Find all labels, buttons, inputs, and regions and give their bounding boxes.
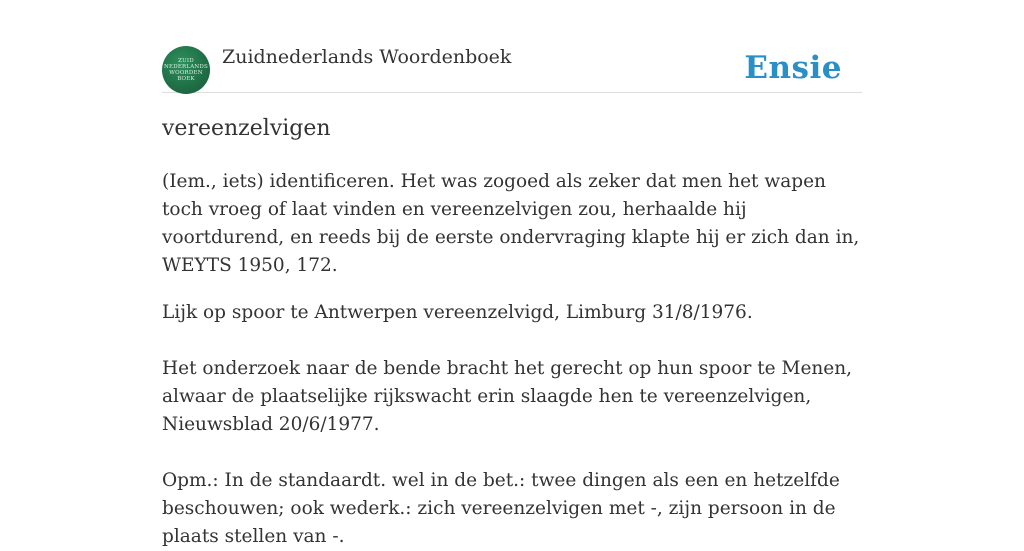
logo-line: ZUID (178, 58, 194, 64)
definition-paragraph: (Iem., iets) identificeren. Het was zogoed als zeker dat men het wapen toch vroeg of laat vinden en vereenzelvigen zou, herhaalde hij voortdurend, en reeds bij de eerste ondervraging klapte hij er zich dan in, WEYTS 1950, 172. (162, 171, 860, 276)
site-name-link[interactable]: Zuidnederlands Woordenboek (222, 46, 512, 68)
site-header (162, 44, 862, 93)
example-paragraph: Lijk op spoor te Antwerpen vereenzelvigd, Limburg 31/8/1976. (162, 302, 753, 323)
example-paragraph: Het onderzoek naar de bende bracht het gerecht op hun spoor te Menen, alwaar de plaatselijke rijkswacht erin slaagde hen te vereenzelvigen, Nieuwsblad 20/6/1977. (162, 358, 853, 435)
site-logo[interactable] (162, 46, 210, 94)
logo-line: WOORDEN (169, 70, 203, 76)
logo-line: BOEK (177, 76, 195, 82)
entry-headword: vereenzelvigen (162, 116, 331, 141)
logo-line: NEDERLANDS (163, 64, 208, 70)
entry-body (162, 168, 867, 551)
brand-logo-link[interactable]: Ensie (744, 50, 842, 86)
remark-paragraph: Opm.: In de standaardt. wel in de bet.: twee dingen als een en hetzelfde beschouwen; ook wederk.: zich vereenzelvigen met -, zijn persoon in de plaats stellen van -. (162, 470, 840, 547)
